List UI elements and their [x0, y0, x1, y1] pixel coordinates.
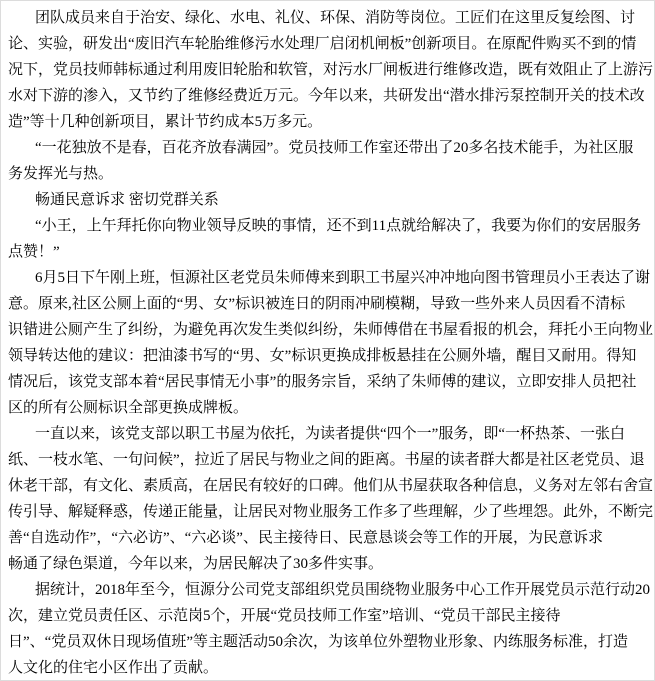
text-line: 一直以来，该党支部以职工书屋为依托，为读者提供“四个一”服务，即“一杯热茶、一张白	[35, 426, 625, 442]
paragraph	[8, 265, 654, 421]
text-line: 休老干部，有文化、素质高，在居民有较好的口碑。他们从书屋获取各种信息，义务对左邻右舍宣	[8, 478, 654, 494]
section-heading	[8, 187, 648, 213]
paragraph	[8, 135, 648, 187]
paragraph	[8, 421, 654, 577]
text-line: 点赞！”	[8, 244, 60, 260]
paragraph	[8, 577, 651, 681]
text-line: 团队成员来自于治安、绿化、水电、礼仪、环保、消防等岗位。工匠们在这里反复绘图、讨	[35, 10, 636, 26]
text-line: 务发挥光与热。	[8, 166, 114, 182]
text-line: 情况后，该党支部本着“居民事情无小事”的服务宗旨，采纳了朱师傅的建议，立即安排人员把社	[8, 374, 637, 390]
text-line: 况下，党员技师韩标通过利用废旧轮胎和软管，对污水厂闸板进行维修改造，既有效阻止了上游污	[8, 62, 654, 78]
text-line: 畅通民意诉求 密切党群关系	[35, 192, 219, 208]
text-line: 纸、一枝水笔、一句问候”，拉近了居民与物业之间的距离。书屋的读者群大都是社区老党员、退	[8, 452, 645, 468]
text-line: 传引导、解疑释惑，传递正能量，让居民对物业服务工作多了些理解，少了些埋怨。此外，不断完	[8, 504, 654, 520]
text-line: 识错进公厕产生了纠纷，为避免再次发生类似纠纷，朱师傅借在书屋看报的机会，拜托小王向物业	[8, 322, 654, 338]
paragraph	[8, 5, 654, 135]
text-line: 人文化的住宅小区作出了贡献。	[8, 660, 219, 676]
text-line: 领导转达他的建议：把油漆书写的“男、女”标识更换成排板悬挂在公厕外墙，醒目又耐用。得知	[8, 348, 637, 364]
text-line: 畅通了绿色渠道，今年以来，为居民解决了30多件实事。	[8, 556, 384, 572]
text-line: 善“自选动作”，“六必访”、“六必谈”、民主接待日、民意恳谈会等工作的开展，为民意诉求	[8, 530, 603, 546]
text-line: 水对下游的渗入，又节约了维修经费近万元。今年以来，共研发出“潜水排污泵控制开关的技术改	[8, 88, 645, 104]
text-line: “小王，上午拜托你向物业领导反映的事情，还不到11点就给解决了，我要为你们的安居服务	[35, 218, 642, 234]
text-line: 次，建立党员责任区、示范岗5个，开展“党员技师工作室”培训、“党员干部民主接待	[8, 608, 561, 624]
text-line: “一花独放不是春，百花齐放春满园”。党员技师工作室还带出了20多名技术能手，为社区服	[35, 140, 634, 156]
text-line: 区的所有公厕标识全部更换成牌板。	[8, 400, 249, 416]
text-line: 论、实验，研发出“废旧汽车轮胎维修污水处理厂启闭机闸板”创新项目。在原配件购买不到的情	[8, 36, 637, 52]
text-line: 据统计，2018年至今，恒源分公司党支部组织党员围绕物业服务中心工作开展党员示范行动20	[35, 582, 651, 598]
paragraph	[8, 213, 648, 265]
text-line: 日”、“党员双休日现场值班”等主题活动50余次，为该单位外塑物业形象、内练服务标准，打造	[8, 634, 628, 650]
text-line: 造”等十几种创新项目，累计节约成本5万多元。	[8, 114, 323, 130]
text-line: 6月5日下午刚上班，恒源社区老党员朱师傅来到职工书屋兴冲冲地向图书管理员小王表达了谢	[35, 270, 651, 286]
text-line: 意。原来,社区公厕上面的“男、女”标识被连日的阴雨冲刷模糊，导致一些外来人员因看不清标	[8, 296, 626, 312]
